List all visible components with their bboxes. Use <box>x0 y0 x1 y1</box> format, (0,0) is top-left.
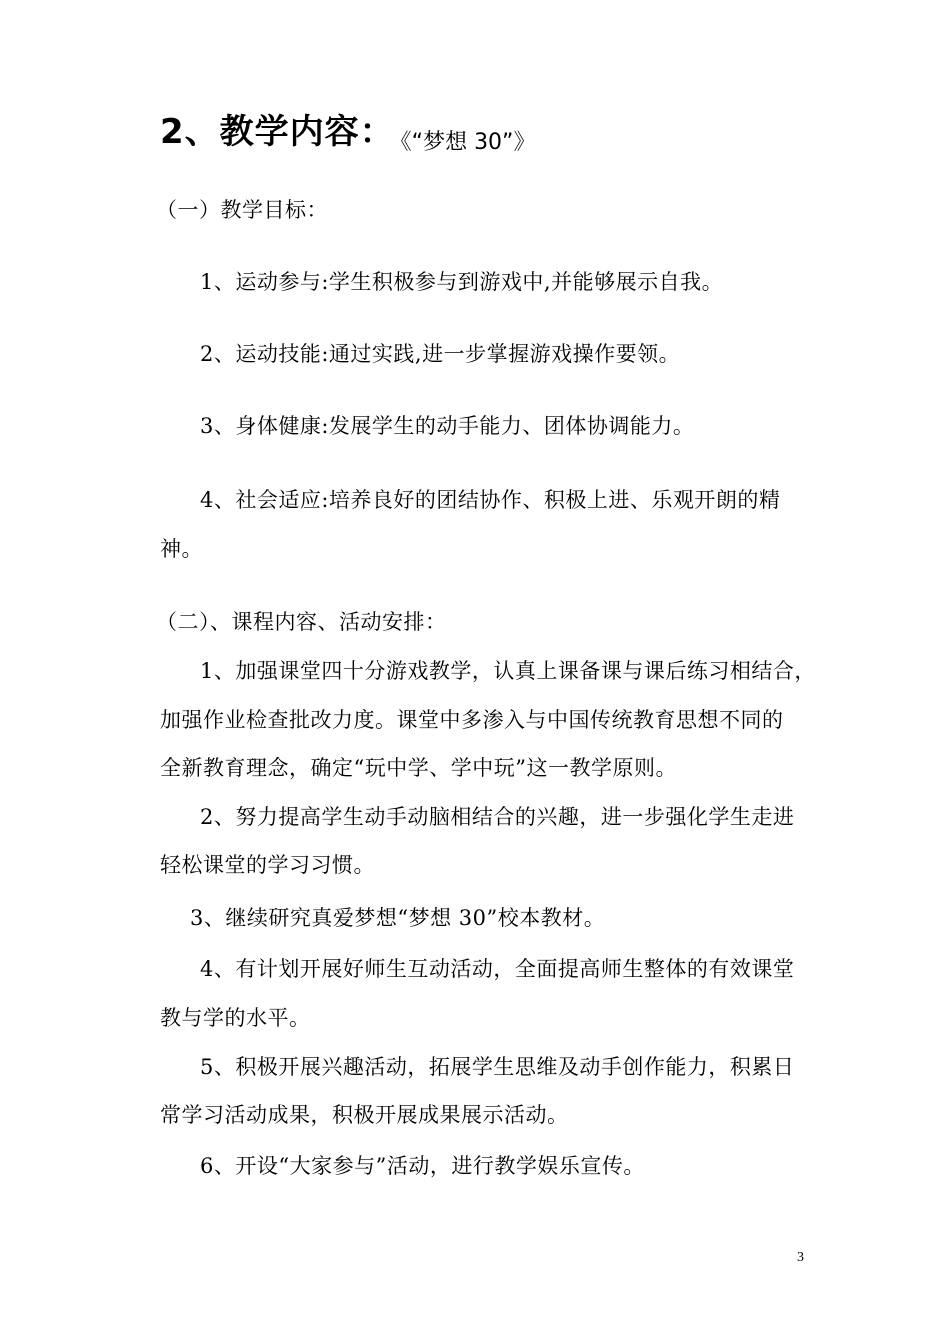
heading-course-name: 《“梦想 30”》 <box>400 130 536 155</box>
content-line: 加强作业检查批改力度。课堂中多渗入与中国传统教育思想不同的 <box>160 708 784 732</box>
content-line: 4、有计划开展好师生互动活动，全面提高师生整体的有效课堂 <box>200 957 795 981</box>
section-title-goals: （一）教学目标： <box>156 198 328 222</box>
content-line: 1、加强课堂四十分游戏教学，认真上课备课与课后练习相结合， <box>200 659 816 683</box>
content-line: 2、努力提高学生动手动脑相结合的兴趣，进一步强化学生走进 <box>200 805 795 829</box>
section-title-content: （二）、课程内容、活动安排： <box>156 610 447 634</box>
section-heading <box>160 104 535 153</box>
content-line: 3、继续研究真爱梦想“梦想 30”校本教材。 <box>190 906 606 930</box>
goal-item: 2、运动技能:通过实践,进一步掌握游戏操作要领。 <box>200 342 681 366</box>
page-number: 3 <box>797 1250 804 1265</box>
content-line: 全新教育理念，确定“玩中学、学中玩”这一教学原则。 <box>160 756 677 780</box>
content-line: 6、开设“大家参与”活动，进行教学娱乐宣传。 <box>200 1154 645 1178</box>
heading-title: 2、教学内容： <box>160 112 395 152</box>
goal-item: 4、社会适应:培养良好的团结协作、积极上进、乐观开朗的精 <box>200 488 781 512</box>
goal-item: 1、运动参与:学生积极参与到游戏中,并能够展示自我。 <box>200 270 724 294</box>
content-line: 教与学的水平。 <box>160 1006 311 1030</box>
content-line: 轻松课堂的学习习惯。 <box>160 853 375 877</box>
content-line: 5、积极开展兴趣活动，拓展学生思维及动手创作能力，积累日 <box>200 1055 795 1079</box>
content-line: 常学习活动成果，积极开展成果展示活动。 <box>160 1103 569 1127</box>
goal-item: 3、身体健康:发展学生的动手能力、团体协调能力。 <box>200 414 695 438</box>
goal-item-continuation: 神。 <box>160 537 203 561</box>
